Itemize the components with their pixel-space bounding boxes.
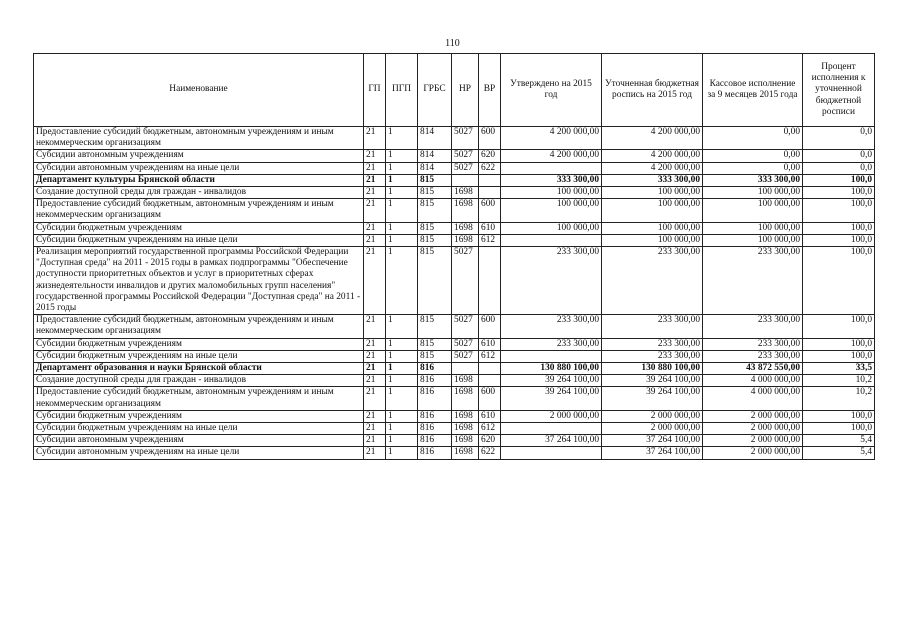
cell-grbs: 816 (418, 435, 452, 447)
cell-pgp: 1 (386, 315, 418, 338)
cell-grbs: 815 (418, 222, 452, 234)
cell-pgp: 1 (386, 174, 418, 186)
cell-percent: 5,4 (803, 435, 875, 447)
cell-approved: 100 000,00 (501, 199, 602, 222)
cell-gp: 21 (364, 435, 386, 447)
cell-name: Субсидии бюджетным учреждениям на иные цели (34, 423, 364, 435)
cell-pgp: 1 (386, 363, 418, 375)
cell-grbs: 816 (418, 363, 452, 375)
cell-np: 5027 (452, 350, 479, 362)
cell-vr: 610 (479, 222, 501, 234)
table-row (34, 447, 875, 459)
cell-vr: 610 (479, 410, 501, 422)
cell-cash: 100 000,00 (703, 199, 803, 222)
cell-gp: 21 (364, 199, 386, 222)
cell-gp: 21 (364, 127, 386, 150)
cell-cash: 0,00 (703, 127, 803, 150)
cell-cash: 0,00 (703, 162, 803, 174)
cell-pgp: 1 (386, 150, 418, 162)
cell-gp: 21 (364, 222, 386, 234)
cell-cash: 2 000 000,00 (703, 447, 803, 459)
table-row (34, 350, 875, 362)
cell-pgp: 1 (386, 375, 418, 387)
cell-np (452, 363, 479, 375)
cell-cash: 233 300,00 (703, 315, 803, 338)
table-row (34, 363, 875, 375)
cell-name: Субсидии автономным учреждениям (34, 435, 364, 447)
cell-gp: 21 (364, 247, 386, 315)
cell-updated: 37 264 100,00 (602, 435, 703, 447)
cell-name: Предоставление субсидий бюджетным, автономным учреждениям и иным некоммерческим организациям (34, 387, 364, 410)
cell-grbs: 814 (418, 150, 452, 162)
cell-updated: 130 880 100,00 (602, 363, 703, 375)
cell-np: 1698 (452, 234, 479, 246)
cell-vr: 622 (479, 447, 501, 459)
cell-gp: 21 (364, 423, 386, 435)
cell-pgp: 1 (386, 338, 418, 350)
cell-grbs: 816 (418, 410, 452, 422)
cell-updated: 4 200 000,00 (602, 127, 703, 150)
cell-percent: 0,0 (803, 162, 875, 174)
cell-approved: 333 300,00 (501, 174, 602, 186)
cell-cash: 4 000 000,00 (703, 375, 803, 387)
cell-updated: 233 300,00 (602, 338, 703, 350)
cell-percent: 100,0 (803, 315, 875, 338)
cell-updated: 4 200 000,00 (602, 150, 703, 162)
cell-percent: 100,0 (803, 350, 875, 362)
table-row (34, 375, 875, 387)
cell-grbs: 815 (418, 199, 452, 222)
cell-cash: 100 000,00 (703, 234, 803, 246)
cell-vr: 610 (479, 338, 501, 350)
cell-vr: 612 (479, 423, 501, 435)
cell-name: Реализация мероприятий государственной программы Российской Федерации "Доступная среда" на 2011 - 2015 годы в рамках подпрограммы "Обеспечение доступности приоритетных объектов и услуг в приоритетных сферах жизнедеятельности инвалидов и других маломобильных групп населения" государственной программы Российской Федерации "Доступная среда" на 2011 - 2015 годы (34, 247, 364, 315)
cell-updated: 37 264 100,00 (602, 447, 703, 459)
cell-pgp: 1 (386, 162, 418, 174)
cell-np: 1698 (452, 199, 479, 222)
cell-np: 1698 (452, 187, 479, 199)
cell-vr (479, 174, 501, 186)
table-row (34, 247, 875, 315)
cell-updated: 2 000 000,00 (602, 423, 703, 435)
cell-grbs: 816 (418, 447, 452, 459)
cell-name: Субсидии бюджетным учреждениям (34, 338, 364, 350)
cell-percent: 100,0 (803, 247, 875, 315)
cell-cash: 43 872 550,00 (703, 363, 803, 375)
cell-gp: 21 (364, 174, 386, 186)
cell-np (452, 174, 479, 186)
cell-pgp: 1 (386, 127, 418, 150)
cell-approved (501, 162, 602, 174)
cell-vr: 620 (479, 435, 501, 447)
cell-grbs: 815 (418, 247, 452, 315)
cell-name: Создание доступной среды для граждан - инвалидов (34, 375, 364, 387)
cell-approved (501, 447, 602, 459)
cell-np: 5027 (452, 247, 479, 315)
cell-approved: 2 000 000,00 (501, 410, 602, 422)
cell-approved (501, 350, 602, 362)
cell-np: 1698 (452, 435, 479, 447)
header-name: Наименование (34, 54, 364, 127)
cell-gp: 21 (364, 410, 386, 422)
cell-updated: 39 264 100,00 (602, 375, 703, 387)
cell-name: Субсидии бюджетным учреждениям на иные цели (34, 350, 364, 362)
header-row (34, 54, 875, 127)
header-cash: Кассовое исполнение за 9 месяцев 2015 года (703, 54, 803, 127)
cell-percent: 100,0 (803, 410, 875, 422)
cell-percent: 10,2 (803, 375, 875, 387)
cell-percent: 100,0 (803, 423, 875, 435)
cell-gp: 21 (364, 350, 386, 362)
cell-approved: 39 264 100,00 (501, 375, 602, 387)
cell-np: 5027 (452, 315, 479, 338)
table-row (34, 174, 875, 186)
cell-approved: 39 264 100,00 (501, 387, 602, 410)
cell-np: 5027 (452, 127, 479, 150)
cell-pgp: 1 (386, 423, 418, 435)
cell-cash: 0,00 (703, 150, 803, 162)
cell-grbs: 816 (418, 387, 452, 410)
cell-updated: 233 300,00 (602, 350, 703, 362)
cell-approved (501, 423, 602, 435)
cell-cash: 2 000 000,00 (703, 423, 803, 435)
cell-vr (479, 363, 501, 375)
cell-pgp: 1 (386, 199, 418, 222)
cell-percent: 0,0 (803, 150, 875, 162)
cell-gp: 21 (364, 150, 386, 162)
cell-gp: 21 (364, 375, 386, 387)
cell-percent: 100,0 (803, 187, 875, 199)
cell-np: 5027 (452, 150, 479, 162)
cell-cash: 233 300,00 (703, 247, 803, 315)
cell-vr: 600 (479, 127, 501, 150)
cell-pgp: 1 (386, 222, 418, 234)
cell-approved: 233 300,00 (501, 338, 602, 350)
cell-cash: 2 000 000,00 (703, 435, 803, 447)
cell-updated: 100 000,00 (602, 234, 703, 246)
cell-grbs: 816 (418, 375, 452, 387)
table-row (34, 127, 875, 150)
cell-grbs: 815 (418, 187, 452, 199)
cell-gp: 21 (364, 234, 386, 246)
page-number: 110 (445, 38, 460, 49)
cell-updated: 4 200 000,00 (602, 162, 703, 174)
cell-grbs: 815 (418, 315, 452, 338)
cell-gp: 21 (364, 338, 386, 350)
table-row (34, 315, 875, 338)
cell-cash: 233 300,00 (703, 350, 803, 362)
cell-approved (501, 234, 602, 246)
cell-grbs: 815 (418, 174, 452, 186)
cell-vr: 600 (479, 199, 501, 222)
cell-cash: 100 000,00 (703, 187, 803, 199)
table-row (34, 199, 875, 222)
cell-percent: 100,0 (803, 199, 875, 222)
cell-vr (479, 375, 501, 387)
cell-gp: 21 (364, 387, 386, 410)
cell-cash: 233 300,00 (703, 338, 803, 350)
cell-updated: 2 000 000,00 (602, 410, 703, 422)
cell-vr (479, 187, 501, 199)
table-row (34, 435, 875, 447)
cell-updated: 233 300,00 (602, 315, 703, 338)
cell-name: Субсидии бюджетным учреждениям на иные цели (34, 234, 364, 246)
table-row (34, 222, 875, 234)
cell-name: Предоставление субсидий бюджетным, автономным учреждениям и иным некоммерческим организациям (34, 199, 364, 222)
cell-gp: 21 (364, 315, 386, 338)
cell-grbs: 815 (418, 338, 452, 350)
cell-gp: 21 (364, 363, 386, 375)
table-row (34, 150, 875, 162)
cell-name: Субсидии автономным учреждениям на иные цели (34, 447, 364, 459)
cell-vr (479, 247, 501, 315)
cell-grbs: 814 (418, 127, 452, 150)
header-pgp: ПГП (386, 54, 418, 127)
cell-percent: 10,2 (803, 387, 875, 410)
cell-approved: 130 880 100,00 (501, 363, 602, 375)
cell-approved: 233 300,00 (501, 247, 602, 315)
cell-percent: 100,0 (803, 338, 875, 350)
cell-np: 5027 (452, 162, 479, 174)
cell-pgp: 1 (386, 187, 418, 199)
cell-vr: 612 (479, 234, 501, 246)
cell-updated: 100 000,00 (602, 187, 703, 199)
cell-np: 1698 (452, 375, 479, 387)
cell-name: Создание доступной среды для граждан - инвалидов (34, 187, 364, 199)
table-row (34, 423, 875, 435)
table-row (34, 387, 875, 410)
header-percent: Процент исполнения к уточненной бюджетной росписи (803, 54, 875, 127)
cell-pgp: 1 (386, 234, 418, 246)
cell-percent: 33,5 (803, 363, 875, 375)
cell-percent: 100,0 (803, 234, 875, 246)
cell-cash: 4 000 000,00 (703, 387, 803, 410)
cell-percent: 0,0 (803, 127, 875, 150)
cell-updated: 100 000,00 (602, 199, 703, 222)
cell-name: Субсидии автономным учреждениям (34, 150, 364, 162)
cell-pgp: 1 (386, 410, 418, 422)
table-row (34, 338, 875, 350)
cell-updated: 39 264 100,00 (602, 387, 703, 410)
cell-cash: 100 000,00 (703, 222, 803, 234)
header-vr: ВР (479, 54, 501, 127)
cell-np: 1698 (452, 410, 479, 422)
cell-vr: 612 (479, 350, 501, 362)
cell-cash: 333 300,00 (703, 174, 803, 186)
table-row (34, 187, 875, 199)
cell-pgp: 1 (386, 247, 418, 315)
cell-vr: 600 (479, 387, 501, 410)
table-row (34, 410, 875, 422)
cell-pgp: 1 (386, 350, 418, 362)
cell-np: 1698 (452, 387, 479, 410)
cell-pgp: 1 (386, 435, 418, 447)
cell-pgp: 1 (386, 387, 418, 410)
cell-percent: 5,4 (803, 447, 875, 459)
header-updated: Уточненная бюджетная роспись на 2015 год (602, 54, 703, 127)
cell-grbs: 815 (418, 234, 452, 246)
cell-name: Предоставление субсидий бюджетным, автономным учреждениям и иным некоммерческим организациям (34, 315, 364, 338)
cell-approved: 37 264 100,00 (501, 435, 602, 447)
cell-np: 1698 (452, 222, 479, 234)
cell-name: Департамент культуры Брянской области (34, 174, 364, 186)
cell-grbs: 814 (418, 162, 452, 174)
table-body (34, 127, 875, 460)
cell-gp: 21 (364, 162, 386, 174)
cell-np: 1698 (452, 447, 479, 459)
cell-name: Субсидии автономным учреждениям на иные цели (34, 162, 364, 174)
cell-grbs: 815 (418, 350, 452, 362)
cell-updated: 100 000,00 (602, 222, 703, 234)
cell-approved: 100 000,00 (501, 222, 602, 234)
budget-table (33, 53, 875, 460)
header-np: НР (452, 54, 479, 127)
cell-pgp: 1 (386, 447, 418, 459)
cell-approved: 4 200 000,00 (501, 127, 602, 150)
cell-name: Предоставление субсидий бюджетным, автономным учреждениям и иным некоммерческим организациям (34, 127, 364, 150)
cell-percent: 100,0 (803, 174, 875, 186)
cell-updated: 233 300,00 (602, 247, 703, 315)
cell-approved: 100 000,00 (501, 187, 602, 199)
header-approved: Утверждено на 2015 год (501, 54, 602, 127)
cell-vr: 622 (479, 162, 501, 174)
cell-vr: 600 (479, 315, 501, 338)
table-row (34, 162, 875, 174)
cell-name: Департамент образования и науки Брянской области (34, 363, 364, 375)
cell-approved: 233 300,00 (501, 315, 602, 338)
cell-gp: 21 (364, 187, 386, 199)
cell-updated: 333 300,00 (602, 174, 703, 186)
header-grbs: ГРБС (418, 54, 452, 127)
cell-np: 5027 (452, 338, 479, 350)
table-row (34, 234, 875, 246)
cell-name: Субсидии бюджетным учреждениям (34, 410, 364, 422)
cell-approved: 4 200 000,00 (501, 150, 602, 162)
header-gp: ГП (364, 54, 386, 127)
cell-name: Субсидии бюджетным учреждениям (34, 222, 364, 234)
cell-percent: 100,0 (803, 222, 875, 234)
cell-gp: 21 (364, 447, 386, 459)
cell-grbs: 816 (418, 423, 452, 435)
cell-vr: 620 (479, 150, 501, 162)
cell-cash: 2 000 000,00 (703, 410, 803, 422)
cell-np: 1698 (452, 423, 479, 435)
